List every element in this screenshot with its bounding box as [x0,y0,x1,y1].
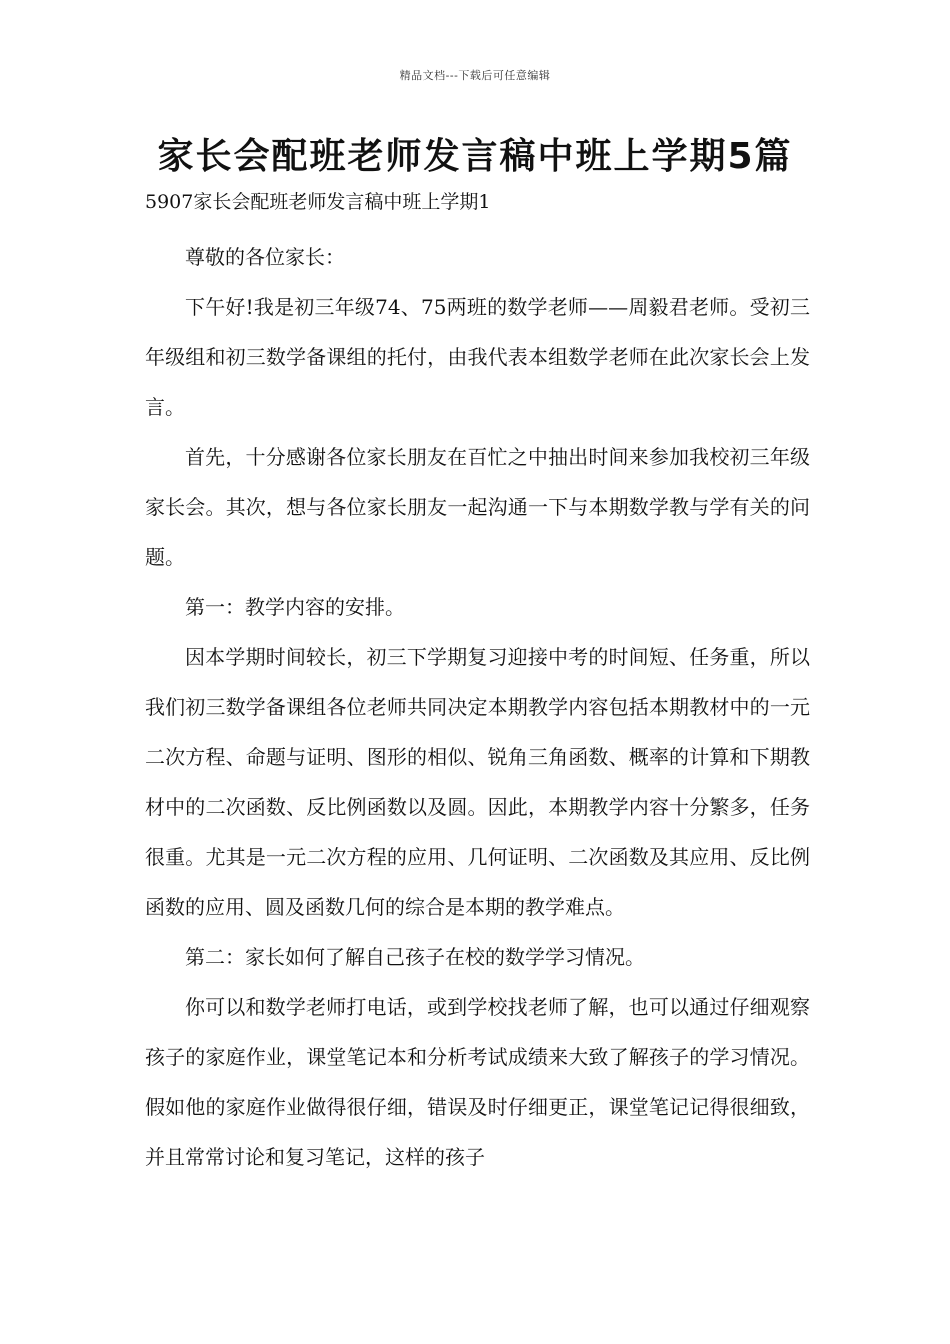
header-note: 精品文档---下载后可任意编辑 [399,69,551,82]
paragraph-greeting: 尊敬的各位家长： [185,245,345,269]
paragraph-section-1-body: 因本学期时间较长，初三下学期复习迎接中考的时间短、任务重，所以我们初三数学备课组各位老师共同决定本期教学内容包括本期教材中的一元二次方程、命题与证明、图形的相似、锐角三角函数、概率的计算和下期教材中的二次函数、反比例函数以及圆。因此，本期教学内容十分繁多，任务很重。尤其是一元二次方程的应用、几何证明、二次函数及其应用、反比例函数的应用、圆及函数几何的综合是本期的教学难点。 [145,645,810,919]
paragraph-section-1-heading: 第一：教学内容的安排。 [185,595,405,619]
document-body [145,232,810,1182]
paragraph-thanks: 首先，十分感谢各位家长朋友在百忙之中抽出时间来参加我校初三年级家长会。其次，想与各位家长朋友一起沟通一下与本期数学教与学有关的问题。 [145,445,810,569]
document-subtitle: 5907家长会配班老师发言稿中班上学期1 [145,191,491,213]
document-title: 家长会配班老师发言稿中班上学期5篇 [157,136,793,177]
paragraph-intro: 下午好!我是初三年级74、75两班的数学老师——周毅君老师。受初三年级组和初三数学备课组的托付，由我代表本组数学老师在此次家长会上发言。 [145,295,810,419]
paragraph-section-2-heading: 第二：家长如何了解自己孩子在校的数学学习情况。 [185,945,645,969]
paragraph-section-2-body: 你可以和数学老师打电话，或到学校找老师了解，也可以通过仔细观察孩子的家庭作业，课堂笔记本和分析考试成绩来大致了解孩子的学习情况。假如他的家庭作业做得很仔细，错误及时仔细更正，课堂笔记记得很细致，并且常常讨论和复习笔记，这样的孩子 [145,995,810,1169]
